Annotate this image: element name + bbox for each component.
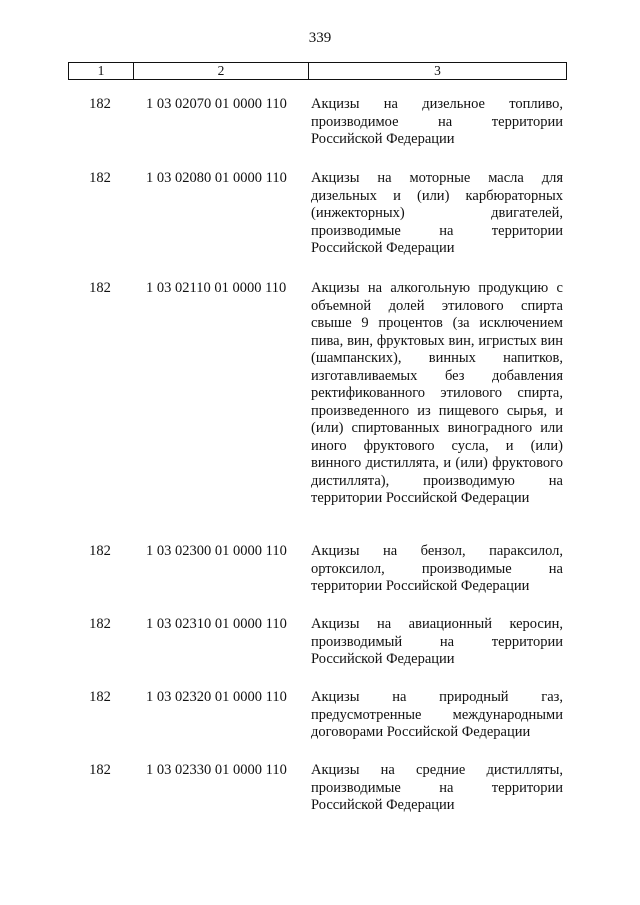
column-header-table: [68, 62, 567, 80]
budget-classification-code: 1 03 02110 01 0000 110: [146, 280, 287, 296]
header-col-1: 1: [69, 63, 134, 80]
budget-classification-code: 1 03 02330 01 0000 110: [146, 762, 287, 778]
admin-code: 182: [89, 689, 111, 705]
admin-code: 182: [89, 96, 111, 112]
admin-code: 182: [89, 616, 111, 632]
revenue-description: Акцизы на моторные масла для дизельных и (или) карбюраторных (инжекторных) двигателей, производимые на территории Российской Федерации: [311, 170, 563, 256]
admin-code: 182: [89, 762, 111, 778]
revenue-description: Акцизы на алкогольную продукцию с объемной долей этилового спирта свыше 9 процентов (за исключением пива, вин, фруктовых вин, игристых вин (шампанских), винных напитков, изготавливаемых без добавления ректификованного этилового спирта, произведенного из пищевого сырья, и (или) спиртованных виноградного или иного фруктового сусла, и (или) винного дистиллята, и (или) фруктового дистиллята), производимую на территории Российской Федерации: [311, 280, 563, 506]
budget-classification-code: 1 03 02300 01 0000 110: [146, 543, 287, 559]
revenue-description: Акцизы на дизельное топливо, производимое на территории Российской Федерации: [311, 96, 563, 147]
revenue-description: Акцизы на авиационный керосин, производимый на территории Российской Федерации: [311, 616, 563, 667]
admin-code: 182: [89, 543, 111, 559]
page-number: 339: [308, 30, 332, 46]
budget-classification-code: 1 03 02070 01 0000 110: [146, 96, 287, 112]
budget-classification-code: 1 03 02310 01 0000 110: [146, 616, 287, 632]
header-col-2: 2: [134, 63, 309, 80]
revenue-description: Акцизы на природный газ, предусмотренные международными договорами Российской Федерации: [311, 689, 563, 740]
admin-code: 182: [89, 280, 111, 296]
budget-classification-code: 1 03 02080 01 0000 110: [146, 170, 287, 186]
header-row: [69, 63, 567, 80]
revenue-description: Акцизы на бензол, параксилол, ортоксилол, производимые на территории Российской Федерации: [311, 543, 563, 594]
header-col-3: 3: [309, 63, 567, 80]
budget-classification-code: 1 03 02320 01 0000 110: [146, 689, 287, 705]
admin-code: 182: [89, 170, 111, 186]
revenue-description: Акцизы на средние дистилляты, производимые на территории Российской Федерации: [311, 762, 563, 813]
